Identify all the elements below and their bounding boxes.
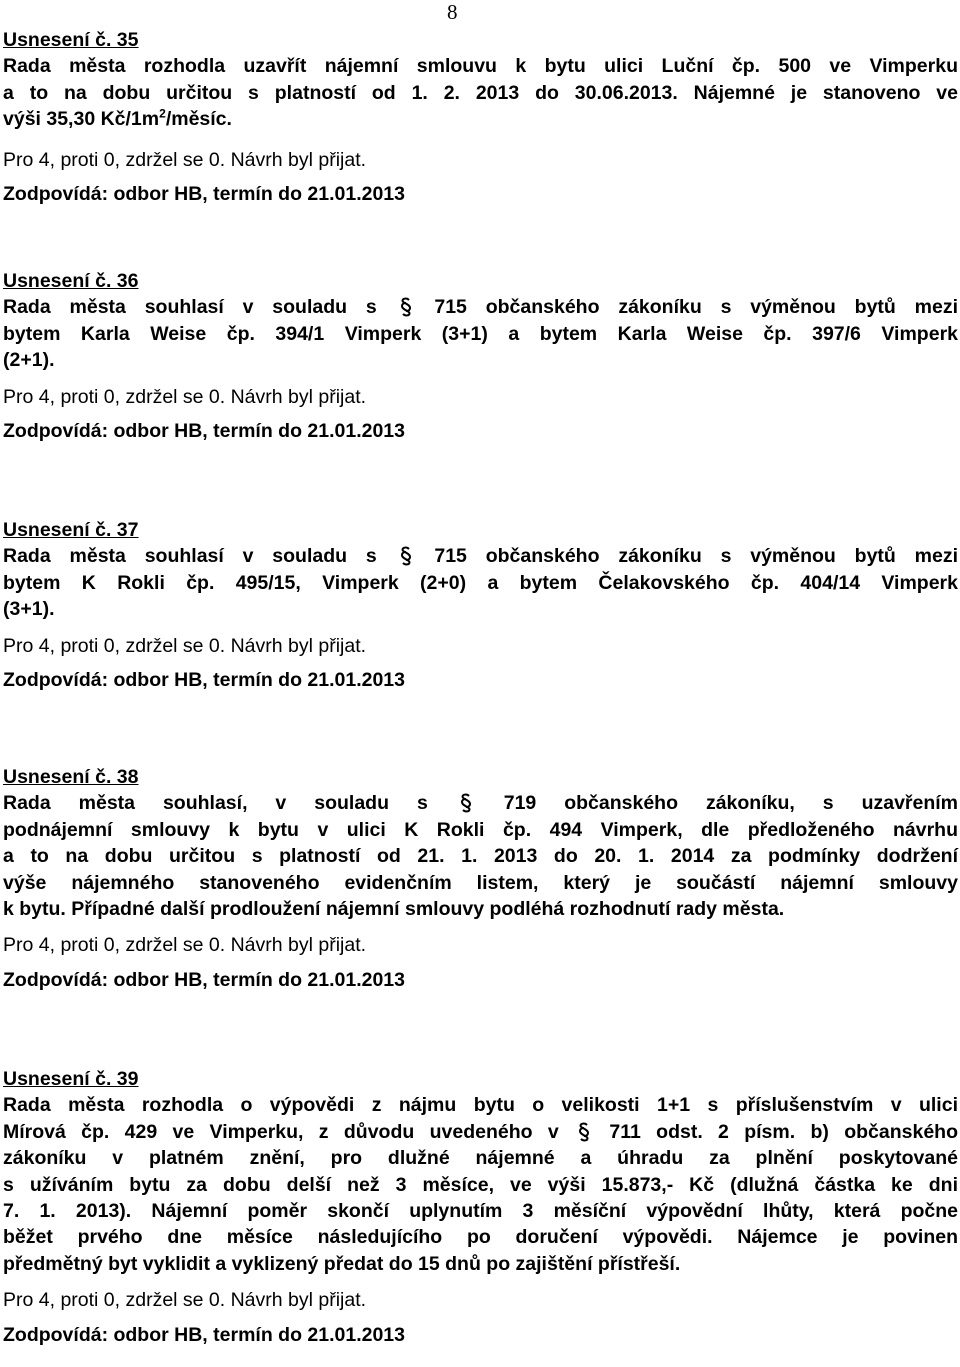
resolution-text-line: předmětný byt vyklidit a vyklizený předat do 15 dnů po zajištění přístřeší. — [3, 1252, 681, 1275]
vote-result: Pro 4, proti 0, zdržel se 0. Návrh byl přijat. — [3, 934, 367, 957]
resolution-heading: Usnesení č. 36 — [3, 270, 139, 292]
resolution-text-line: zákoníku v platném znění, pro dlužné nájemné a úhradu za plnění poskytované — [3, 1147, 958, 1170]
resolution-heading: Usnesení č. 39 — [3, 1068, 139, 1090]
responsible-line: Zodpovídá: odbor HB, termín do 21.01.2013 — [3, 1323, 405, 1346]
section-sign-icon — [398, 297, 414, 315]
resolution-text-line: Rada města souhlasí v souladu s 715 občanského zákoníku s výměnou bytů mezi — [3, 545, 959, 568]
vote-result: Pro 4, proti 0, zdržel se 0. Návrh byl přijat. — [3, 148, 367, 171]
vote-result: Pro 4, proti 0, zdržel se 0. Návrh byl přijat. — [3, 1289, 367, 1312]
responsible-line: Zodpovídá: odbor HB, termín do 21.01.2013 — [3, 669, 405, 692]
resolution-heading: Usnesení č. 38 — [3, 766, 139, 788]
resolution-text-line: běžet prvého dne měsíce následujícího po doručení výpovědi. Nájemce je povinen — [3, 1226, 958, 1249]
resolution-text-line: výše nájemného stanoveného evidenčním listem, který je součástí nájemní smlouvy — [3, 871, 958, 894]
resolution-text-line: Mírová čp. 429 ve Vimperku, z důvodu uvedeného v 711 odst. 2 písm. b) občanského — [3, 1120, 958, 1143]
section-sign-icon — [398, 546, 414, 564]
section-sign-icon — [458, 793, 474, 811]
vote-result: Pro 4, proti 0, zdržel se 0. Návrh byl přijat. — [3, 634, 367, 657]
resolution-text-line: a to na dobu určitou s platností od 21. 1. 2013 do 20. 1. 2014 za podmínky dodržení — [3, 845, 958, 868]
responsible-line: Zodpovídá: odbor HB, termín do 21.01.2013 — [3, 183, 405, 206]
resolution-36 — [3, 268, 958, 444]
resolution-text-line: bytem K Rokli čp. 495/15, Vimperk (2+0) a bytem Čelakovského čp. 404/14 Vimperk — [3, 571, 958, 594]
resolution-39 — [3, 1066, 958, 1348]
resolution-35 — [3, 27, 958, 207]
responsible-line: Zodpovídá: odbor HB, termín do 21.01.2013 — [3, 968, 405, 991]
resolution-38 — [3, 764, 958, 993]
resolution-text-line: bytem Karla Weise čp. 394/1 Vimperk (3+1) a bytem Karla Weise čp. 397/6 Vimperk — [3, 322, 958, 345]
resolution-text-line: (3+1). — [3, 598, 55, 621]
resolution-text-line: Rada města rozhodla uzavřít nájemní smlouvu k bytu ulici Luční čp. 500 ve Vimperku — [3, 55, 958, 78]
resolution-text-line: s užíváním bytu za dobu delší než 3 měsíce, ve výši 15.873,- Kč (dlužná částka ke dni — [3, 1173, 958, 1196]
resolution-text-line: Rada města souhlasí, v souladu s 719 občanského zákoníku, s uzavřením — [3, 792, 959, 815]
resolution-text-line: výši 35,30 $Kč/1m^2$/měsíc. — [3, 106, 232, 131]
resolution-text-line: a to na dobu určitou s platností od 1. 2. 2013 do 30.06.2013. Nájemné je stanoveno ve — [3, 81, 958, 104]
responsible-line: Zodpovídá: odbor HB, termín do 21.01.2013 — [3, 420, 405, 443]
resolution-heading: Usnesení č. 35 — [3, 29, 139, 51]
resolution-text-line: (2+1). — [3, 349, 55, 372]
resolution-text-line: Rada města rozhodla o výpovědi z nájmu bytu o velikosti 1+1 s příslušenstvím v ulici — [3, 1094, 958, 1117]
resolution-37 — [3, 517, 958, 693]
vote-result: Pro 4, proti 0, zdržel se 0. Návrh byl přijat. — [3, 385, 367, 408]
resolution-text-line: k bytu. Případné další prodloužení nájemní smlouvy podléhá rozhodnutí rady města. — [3, 898, 785, 921]
section-sign-icon — [576, 1122, 592, 1140]
resolution-text-line: Rada města souhlasí v souladu s 715 občanského zákoníku s výměnou bytů mezi — [3, 296, 959, 319]
resolution-heading: Usnesení č. 37 — [3, 519, 139, 541]
page-number: 8 — [447, 0, 458, 24]
resolution-text-line: 7. 1. 2013). Nájemní poměr skončí uplynutím 3 měsíční výpovědní lhůty, která počne — [3, 1200, 958, 1223]
superscript: 2 — [159, 106, 166, 121]
resolution-text-line: podnájemní smlouvy k bytu v ulici K Rokli čp. 494 Vimperk, dle předloženého návrhu — [3, 818, 958, 841]
